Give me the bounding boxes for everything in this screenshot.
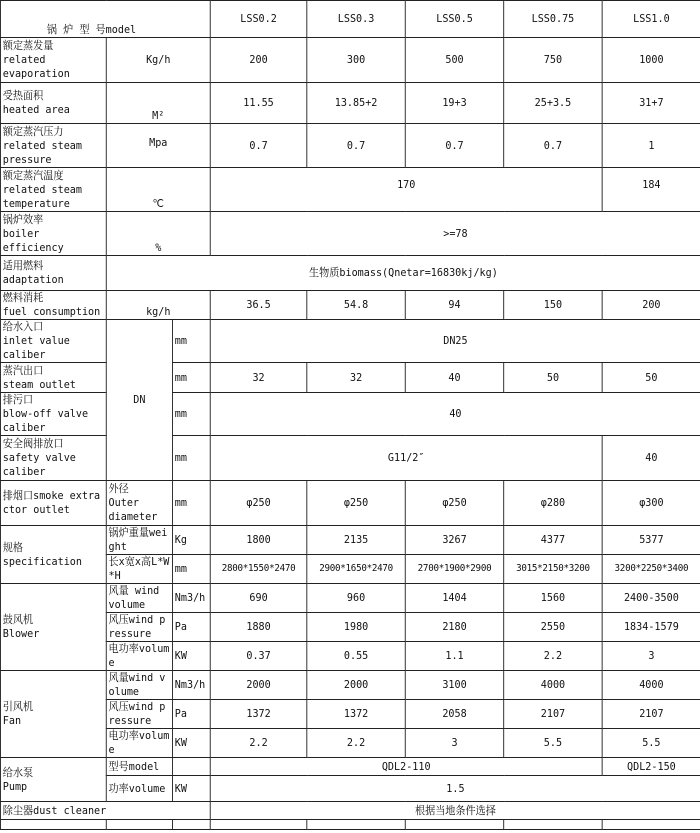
table-cell: 50 <box>504 363 602 393</box>
table-cell: QDL2-150 <box>602 758 700 776</box>
table-cell: 200 <box>210 38 307 83</box>
table-cell: 2058 <box>405 700 503 729</box>
table-cell: φ280 <box>504 481 602 526</box>
unit-safety-valve: mm <box>173 436 211 481</box>
unit-blower-pressure: Pa <box>173 613 211 642</box>
row-fuel-consumption <box>0 291 700 320</box>
row-fan-volume <box>0 671 700 700</box>
merged-cell: 1.5 <box>210 776 700 802</box>
row-fan-pressure <box>0 700 700 729</box>
label-fuel: 适用燃料 adaptation <box>0 256 106 291</box>
table-cell: 3 <box>405 729 503 758</box>
merged-cell: 170 <box>210 168 602 212</box>
table-cell: φ250 <box>405 481 503 526</box>
label-dust-cleaner: 除尘器dust cleaner <box>0 802 210 820</box>
unit-evaporation: Kg/h <box>106 38 210 83</box>
empty-cell <box>602 820 700 830</box>
table-cell: 5.5 <box>504 729 602 758</box>
unit-steam-pressure: Mpa <box>106 124 210 168</box>
unit-boiler-efficiency: % <box>106 212 210 256</box>
unit-steam-outlet: mm <box>173 363 211 393</box>
table-cell: 2.2 <box>504 642 602 671</box>
table-cell: 1372 <box>307 700 405 729</box>
header-row <box>0 1 700 38</box>
table-cell: 50 <box>602 363 700 393</box>
row-weight <box>0 526 700 555</box>
model-header: 锅 炉 型 号model <box>46 23 137 36</box>
row-inlet <box>0 320 700 363</box>
table-cell: 960 <box>307 584 405 613</box>
label-blower-pressure: 风压wind pressure <box>106 613 172 642</box>
table-cell: 19+3 <box>405 83 503 124</box>
model-cell: LSS0.3 <box>307 1 405 38</box>
table-cell: 0.7 <box>307 124 405 168</box>
merged-cell: >=78 <box>210 212 700 256</box>
unit-pump-model <box>173 758 211 776</box>
row-blower-volume <box>0 584 700 613</box>
unit-weight: Kg <box>173 526 211 555</box>
table-cell: 2000 <box>210 671 307 700</box>
table-cell: 2400-3500 <box>602 584 700 613</box>
table-cell: 200 <box>602 291 700 320</box>
label-fan-pressure: 风压wind pressure <box>106 700 172 729</box>
label-smoke-outlet: 排烟口smoke extractor outlet <box>0 481 106 526</box>
table-cell: 13.85+2 <box>307 83 405 124</box>
table-cell: 3200*2250*3400 <box>602 555 700 584</box>
table-cell: 1372 <box>210 700 307 729</box>
label-size: 长x宽x高L*W*H <box>106 555 172 584</box>
unit-fan-pressure: Pa <box>173 700 211 729</box>
table-cell: 25+3.5 <box>504 83 602 124</box>
empty-cell <box>307 820 405 830</box>
merged-cell: DN25 <box>210 320 700 363</box>
table-cell: φ250 <box>210 481 307 526</box>
unit-heated-area: M² <box>106 83 210 124</box>
row-pump-model <box>0 758 700 776</box>
row-size <box>0 555 700 584</box>
label-steam-outlet: 蒸汽出口 steam outlet <box>0 363 106 393</box>
label-specification: 规格 specification <box>0 526 106 584</box>
table-cell: 300 <box>307 38 405 83</box>
table-cell: 3015*2150*3200 <box>504 555 602 584</box>
merged-cell: 40 <box>210 393 700 436</box>
table-cell: 2800*1550*2470 <box>210 555 307 584</box>
table-cell: 750 <box>504 38 602 83</box>
table-cell: 1834-1579 <box>602 613 700 642</box>
label-blower: 鼓风机 Blower <box>0 584 106 671</box>
table-cell: 32 <box>307 363 405 393</box>
table-cell: 2.2 <box>210 729 307 758</box>
label-pump-power: 功率volume <box>106 776 172 802</box>
unit-steam-temperature: ℃ <box>106 168 210 212</box>
unit-blower-volume: Nm3/h <box>173 584 211 613</box>
table-cell: φ300 <box>602 481 700 526</box>
merged-cell: QDL2-110 <box>210 758 602 776</box>
label-pump: 给水泵 Pump <box>0 758 106 802</box>
empty-cell <box>210 820 307 830</box>
label-fan: 引风机 Fan <box>0 671 106 758</box>
empty-cell <box>173 820 211 830</box>
table-cell: 1880 <box>210 613 307 642</box>
label-weight: 锅炉重量weight <box>106 526 172 555</box>
table-cell: 3267 <box>405 526 503 555</box>
table-cell: 2.2 <box>307 729 405 758</box>
table-cell: 0.55 <box>307 642 405 671</box>
row-steam-pressure <box>0 124 700 168</box>
empty-cell <box>405 820 503 830</box>
table-cell: 1000 <box>602 38 700 83</box>
table-cell: 94 <box>405 291 503 320</box>
table-cell: 5.5 <box>602 729 700 758</box>
table-cell: 1.1 <box>405 642 503 671</box>
table-cell: 2107 <box>602 700 700 729</box>
row-dust-cleaner <box>0 802 700 820</box>
table-cell: 2700*1900*2900 <box>405 555 503 584</box>
label-safety-valve: 安全阀排放口 safety valve caliber <box>0 436 106 481</box>
unit-size: mm <box>173 555 211 584</box>
table-cell: 1800 <box>210 526 307 555</box>
table-cell: φ250 <box>307 481 405 526</box>
model-cell: LSS0.5 <box>405 1 503 38</box>
table-cell: 4000 <box>602 671 700 700</box>
unit-fan-volume: Nm3/h <box>173 671 211 700</box>
table-cell: 1980 <box>307 613 405 642</box>
table-cell: 5377 <box>602 526 700 555</box>
table-cell: 500 <box>405 38 503 83</box>
label-steam-temperature: 额定蒸汽温度 related steam temperature <box>0 168 106 212</box>
table-cell: 31+7 <box>602 83 700 124</box>
table-cell: 11.55 <box>210 83 307 124</box>
label-fan-power: 电功率volume <box>106 729 172 758</box>
model-cell: LSS0.2 <box>210 1 307 38</box>
label-heated-area: 受热面积 heated area <box>0 83 106 124</box>
table-cell: 0.7 <box>405 124 503 168</box>
table-cell: 40 <box>602 436 700 481</box>
row-smoke-outlet <box>0 481 700 526</box>
table-cell: 2135 <box>307 526 405 555</box>
table-cell: 150 <box>504 291 602 320</box>
empty-cell <box>0 820 106 830</box>
dn-label: DN <box>106 320 172 481</box>
table-cell: 2550 <box>504 613 602 642</box>
model-cell: LSS0.75 <box>504 1 602 38</box>
table-cell: 1 <box>602 124 700 168</box>
table-cell: 40 <box>405 363 503 393</box>
table-cell: 690 <box>210 584 307 613</box>
table-cell: 0.37 <box>210 642 307 671</box>
merged-cell: 生物质biomass(Qnetar=16830kj/kg) <box>106 256 700 291</box>
row-steam-outlet <box>0 363 700 393</box>
table-cell: 3100 <box>405 671 503 700</box>
unit-inlet: mm <box>173 320 211 363</box>
label-pump-model: 型号model <box>106 758 172 776</box>
table-cell: 1404 <box>405 584 503 613</box>
label-evaporation: 额定蒸发量 related evaporation <box>0 38 106 83</box>
table-cell: 184 <box>602 168 700 212</box>
label-blower-volume: 风量 wind volume <box>106 584 172 613</box>
merged-cell: 根据当地条件选择 <box>210 802 700 820</box>
table-cell: 54.8 <box>307 291 405 320</box>
label-blower-power: 电功率volume <box>106 642 172 671</box>
table-cell: 2000 <box>307 671 405 700</box>
row-boiler-efficiency <box>0 212 700 256</box>
unit-blower-power: KW <box>173 642 211 671</box>
merged-cell: G11/2″ <box>210 436 602 481</box>
label-blowoff: 排污口 blow-off valve caliber <box>0 393 106 436</box>
row-blowoff <box>0 393 700 436</box>
table-cell: 36.5 <box>210 291 307 320</box>
table-cell: 2180 <box>405 613 503 642</box>
label-boiler-efficiency: 锅炉效率 boiler efficiency <box>0 212 106 256</box>
table-cell: 32 <box>210 363 307 393</box>
table-cell: 2900*1650*2470 <box>307 555 405 584</box>
row-blower-pressure <box>0 613 700 642</box>
empty-cell <box>504 820 602 830</box>
label-outer-diameter: 外径 Outer diameter <box>106 481 172 526</box>
table-cell: 4000 <box>504 671 602 700</box>
table-cell: 2107 <box>504 700 602 729</box>
row-steam-temperature <box>0 168 700 212</box>
table-cell: 0.7 <box>210 124 307 168</box>
table-cell: 0.7 <box>504 124 602 168</box>
empty-cell <box>106 820 172 830</box>
row-evaporation <box>0 38 700 83</box>
unit-smoke-outlet: mm <box>173 481 211 526</box>
row-fuel <box>0 256 700 291</box>
label-fuel-consumption: 燃料消耗 fuel consumption <box>0 291 106 320</box>
label-steam-pressure: 额定蒸汽压力 related steam pressure <box>0 124 106 168</box>
label-inlet: 给水入口 inlet value caliber <box>0 320 106 363</box>
model-header-cell <box>0 1 210 38</box>
row-pump-power <box>0 776 700 802</box>
table-cell: 3 <box>602 642 700 671</box>
unit-blowoff: mm <box>173 393 211 436</box>
row-fan-power <box>0 729 700 758</box>
row-blower-power <box>0 642 700 671</box>
unit-fan-power: KW <box>173 729 211 758</box>
table-cell: 4377 <box>504 526 602 555</box>
row-empty <box>0 820 700 830</box>
row-heated-area <box>0 83 700 124</box>
table-cell: 1560 <box>504 584 602 613</box>
unit-fuel-consumption: kg/h <box>106 291 210 320</box>
unit-pump-power: KW <box>173 776 211 802</box>
model-cell: LSS1.0 <box>602 1 700 38</box>
label-fan-volume: 风量wind volume <box>106 671 172 700</box>
row-safety-valve <box>0 436 700 481</box>
